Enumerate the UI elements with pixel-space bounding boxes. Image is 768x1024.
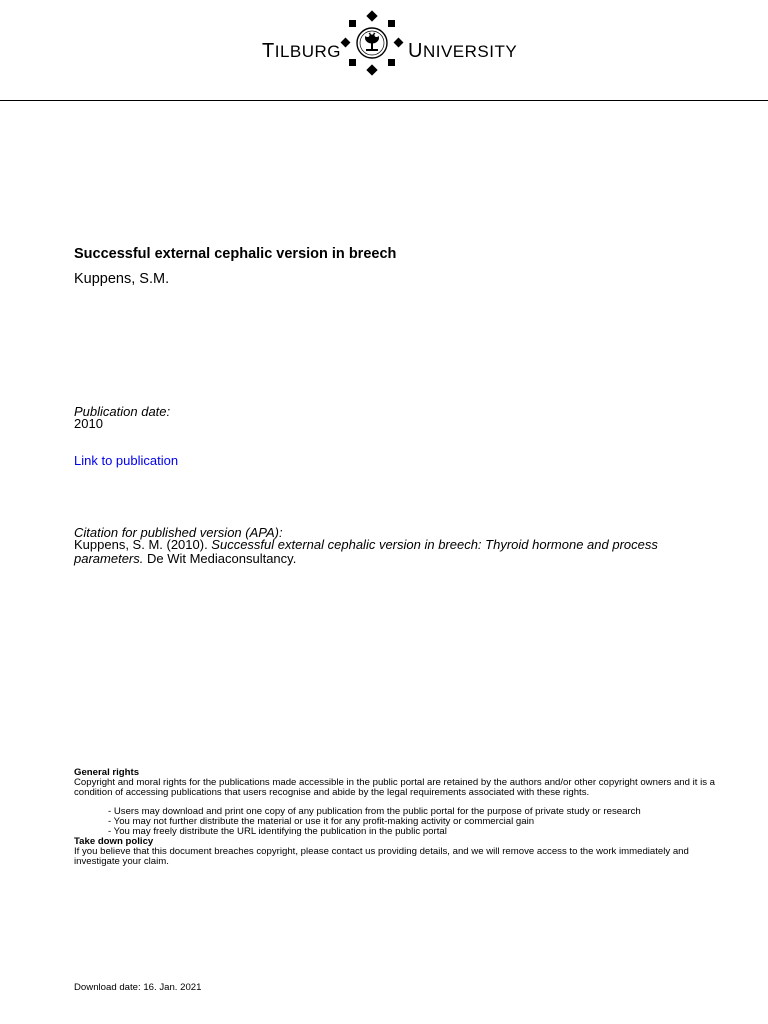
- university-logo: [0, 10, 768, 76]
- citation-label: Citation for published version (APA):: [74, 525, 283, 540]
- publication-date-label: Publication date:: [74, 404, 171, 419]
- logo-word-tilburg: TILBURG: [262, 40, 342, 62]
- rights-bullet-item: - Users may download and print one copy of any publication from the public portal for the purpose of private study or research: [108, 806, 641, 817]
- citation-text: [74, 538, 714, 565]
- rights-bullet-item: - You may freely distribute the URL identifying the publication in the public portal: [108, 826, 447, 837]
- header-divider: [0, 100, 768, 101]
- general-rights-text: Copyright and moral rights for the publications made accessible in the public portal are retained by the authors and/or other copyright owners and it is a condition of accessing publications that users recognise and abide by the legal requirements associated with these rights.: [74, 777, 716, 798]
- takedown-policy-heading: Take down policy: [74, 836, 154, 847]
- rights-bullet-list: [74, 807, 734, 837]
- rights-bullet-item: - You may not further distribute the material or use it for any profit-making activity or commercial gain: [108, 816, 535, 827]
- tilburg-university-seal-icon: [339, 10, 405, 76]
- citation-suffix: De Wit Mediaconsultancy.: [143, 550, 297, 566]
- citation-prefix: Kuppens, S. M. (2010).: [74, 537, 212, 552]
- link-to-publication[interactable]: Link to publication: [74, 453, 179, 468]
- rights-section: [74, 768, 734, 867]
- publication-date-value: 2010: [74, 416, 103, 431]
- document-title: Successful external cephalic version in breech: [74, 246, 397, 262]
- citation-title: Successful external cephalic version in breech: Thyroid hormone and process parameters.: [74, 537, 658, 566]
- document-author: Kuppens, S.M.: [74, 271, 170, 287]
- general-rights-heading: General rights: [74, 767, 140, 778]
- takedown-policy-text: If you believe that this document breaches copyright, please contact us providing details, and we will remove access to the work immediately and investigate your claim.: [74, 846, 689, 867]
- logo-word-university: UNIVERSITY: [408, 40, 518, 62]
- download-date: Download date: 16. Jan. 2021: [74, 982, 202, 993]
